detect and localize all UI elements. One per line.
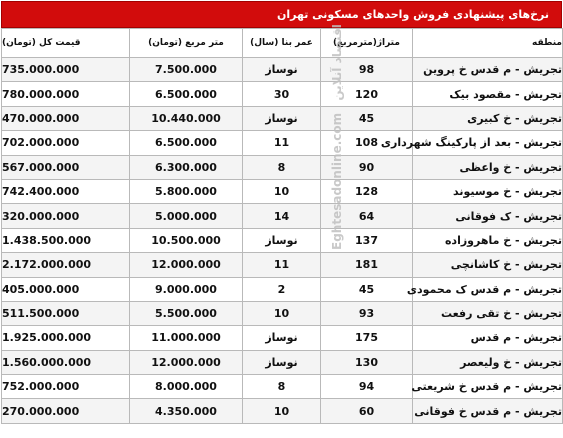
cell-region-text: تجریش - خ تقی رفعت [441,307,562,321]
cell-price-per-m2 [130,106,243,130]
cell-total-text: 405.000.000 [2,282,80,296]
cell-price-per-m2-text: 4.350.000 [155,404,217,418]
cell-total-text: 735.000.000 [2,63,80,77]
cell-total [2,179,130,203]
cell-age-text: نوساز [265,331,298,345]
table-row [2,326,563,350]
cell-total [2,106,130,130]
cell-age-text: 30 [273,87,290,101]
header-age: عمر بنا (سال) [243,29,321,58]
cell-age [243,58,321,82]
cell-age-text: نوساز [265,355,298,369]
cell-area-text: 94 [358,380,375,394]
cell-price-per-m2-text: 9.000.000 [155,282,217,296]
cell-region-text: تجریش - بعد از پارکینگ شهرداری [380,136,562,150]
table-row [2,58,563,82]
cell-total [2,58,130,82]
cell-total-text: 752.000.000 [2,380,80,394]
cell-region [413,106,563,130]
cell-age [243,277,321,301]
table-title: نرخ‌های پیشنهادی فروش واحدهای مسکونی تهران [1,1,562,28]
table-row [2,350,563,374]
header-region: منطقه [413,29,563,58]
cell-age [243,399,321,423]
cell-area [321,155,413,179]
cell-age [243,375,321,399]
cell-area [321,253,413,277]
cell-age [243,106,321,130]
cell-price-per-m2 [130,253,243,277]
cell-price-per-m2-text: 10.500.000 [151,233,221,247]
cell-total-text: 470.000.000 [2,111,80,125]
cell-region [413,326,563,350]
cell-age [243,204,321,228]
cell-region-text: تجریش - خ واعظی [459,160,562,174]
cell-price-per-m2 [130,375,243,399]
cell-price-per-m2-text: 11.000.000 [151,331,221,345]
cell-total-text: 567.000.000 [2,160,80,174]
cell-area-text: 130 [355,355,378,369]
cell-region-text: تجریش - خ کاشانچی [450,258,562,272]
cell-price-per-m2 [130,179,243,203]
cell-total-text: 780.000.000 [2,87,80,101]
cell-total-text: 511.500.000 [2,307,80,321]
cell-price-per-m2-text: 12.000.000 [151,258,221,272]
cell-area [321,82,413,106]
cell-region [413,228,563,252]
cell-age [243,179,321,203]
cell-region [380,131,563,155]
table-row [2,131,563,155]
cell-price-per-m2-text: 8.000.000 [155,380,217,394]
table-row [2,399,563,423]
table-row [2,277,563,301]
cell-area-text: 90 [358,160,375,174]
cell-price-per-m2 [130,58,243,82]
cell-area-text: 108 [355,136,378,150]
cell-age [243,82,321,106]
cell-area-text: 175 [355,331,378,345]
cell-region [413,399,563,423]
cell-total-text: 702.000.000 [2,136,80,150]
cell-total [2,204,130,228]
table-row [2,106,563,130]
cell-area-text: 120 [355,87,378,101]
cell-age [243,350,321,374]
cell-region-text: تجریش - م قدس خ پروین [423,63,562,77]
cell-region-text: تجریش - خ ماهروزاده [444,233,562,247]
cell-total-text: 1.560.000.000 [2,355,92,369]
cell-age-text: 8 [277,380,286,394]
cell-age-text: 11 [273,258,290,272]
cell-price-per-m2-text: 12.000.000 [151,355,221,369]
cell-region-text: تجریش - م قدس خ شریعتی [411,380,562,394]
cell-price-per-m2 [130,326,243,350]
cell-age [243,253,321,277]
cell-region-text: تجریش - مقصود بیک [449,87,562,101]
cell-area [321,301,413,325]
cell-age-text: نوساز [265,63,298,77]
cell-age [243,301,321,325]
cell-region [413,301,563,325]
cell-area [321,58,413,82]
cell-region-text: تجریش - م قدس خ فوقانی [414,404,562,418]
cell-area [321,179,413,203]
watermark-en: Eghtesadonline.com [330,112,344,250]
cell-age-text: 10 [273,404,290,418]
cell-total-text: 320.000.000 [2,209,80,223]
cell-region [413,82,563,106]
cell-price-per-m2 [130,399,243,423]
cell-price-per-m2-text: 7.500.000 [155,63,217,77]
cell-region [406,277,563,301]
cell-price-per-m2-text: 6.500.000 [155,136,217,150]
cell-total [2,326,130,350]
cell-area [321,204,413,228]
cell-total [2,277,130,301]
cell-area-text: 128 [355,185,378,199]
cell-age [243,131,321,155]
cell-total [2,301,130,325]
cell-region-text: تجریش - م قدس [470,331,562,345]
cell-area [321,228,413,252]
cell-area [321,350,413,374]
cell-price-per-m2-text: 6.500.000 [155,87,217,101]
cell-area-text: 181 [355,258,378,272]
cell-area-text: 45 [358,282,375,296]
cell-region [413,204,563,228]
cell-area-text: 60 [358,404,375,418]
cell-total [2,228,130,252]
cell-price-per-m2 [130,301,243,325]
cell-price-per-m2-text: 5.000.000 [155,209,217,223]
cell-price-per-m2-text: 10.440.000 [151,111,221,125]
cell-age-text: 14 [273,209,290,223]
cell-region [413,350,563,374]
cell-total [2,399,130,423]
cell-area [321,399,413,423]
cell-region-text: تجریش - م قدس ک محمودی [406,282,562,296]
table-row [2,228,563,252]
cell-price-per-m2-text: 5.500.000 [155,307,217,321]
cell-area-text: 137 [355,233,378,247]
header-total: قیمت کل (تومان) [2,29,130,58]
cell-age-text: 10 [273,307,290,321]
cell-age [243,326,321,350]
cell-total-text: 2.172.000.000 [2,258,92,272]
cell-price-per-m2 [130,350,243,374]
cell-age-text: نوساز [265,233,298,247]
cell-total-text: 1.925.000.000 [2,331,92,345]
price-table [1,28,563,424]
cell-total [2,82,130,106]
cell-region-text: تجریش - ک فوقانی [455,209,562,223]
cell-total [2,253,130,277]
cell-price-per-m2 [130,155,243,179]
cell-region [413,179,563,203]
cell-total [2,131,130,155]
cell-region [413,155,563,179]
cell-area-text: 64 [358,209,375,223]
table-row [2,253,563,277]
cell-price-per-m2-text: 5.800.000 [155,185,217,199]
cell-age-text: 8 [277,160,286,174]
cell-price-per-m2 [130,82,243,106]
cell-age [243,228,321,252]
cell-area [321,375,413,399]
header-row [2,29,563,58]
cell-region-text: تجریش - خ ولیعصر [460,355,562,369]
cell-area [321,106,413,130]
cell-age-text: نوساز [265,111,298,125]
watermark-fa: اقتصاد آنلاین [330,24,344,101]
cell-area-text: 45 [358,111,375,125]
cell-total-text: 1.438.500.000 [2,233,92,247]
table-row [2,155,563,179]
cell-region-text: تجریش - خ کبیری [467,111,562,125]
cell-price-per-m2 [130,228,243,252]
cell-price-per-m2-text: 6.300.000 [155,160,217,174]
cell-region [413,375,563,399]
cell-total [2,155,130,179]
header-price-per-m2: متر مربع (تومان) [130,29,243,58]
table-row [2,301,563,325]
cell-region [413,253,563,277]
cell-region [413,58,563,82]
table-row [2,375,563,399]
header-area: متراژ(مترمربع) [321,29,413,58]
cell-age-text: 2 [277,282,286,296]
cell-total [2,350,130,374]
cell-total [2,375,130,399]
cell-area [321,326,413,350]
cell-price-per-m2 [130,204,243,228]
cell-area-text: 93 [358,307,375,321]
cell-age-text: 10 [273,185,290,199]
cell-price-per-m2 [130,277,243,301]
table-row [2,179,563,203]
cell-price-per-m2 [130,131,243,155]
cell-area [321,277,413,301]
table-row [2,204,563,228]
cell-total-text: 270.000.000 [2,404,80,418]
table-row [2,82,563,106]
cell-region-text: تجریش - خ موسیوند [453,185,562,199]
cell-total-text: 742.400.000 [2,185,80,199]
cell-age [243,155,321,179]
cell-age-text: 11 [273,136,290,150]
table-body [2,58,563,424]
cell-area-text: 98 [358,63,375,77]
